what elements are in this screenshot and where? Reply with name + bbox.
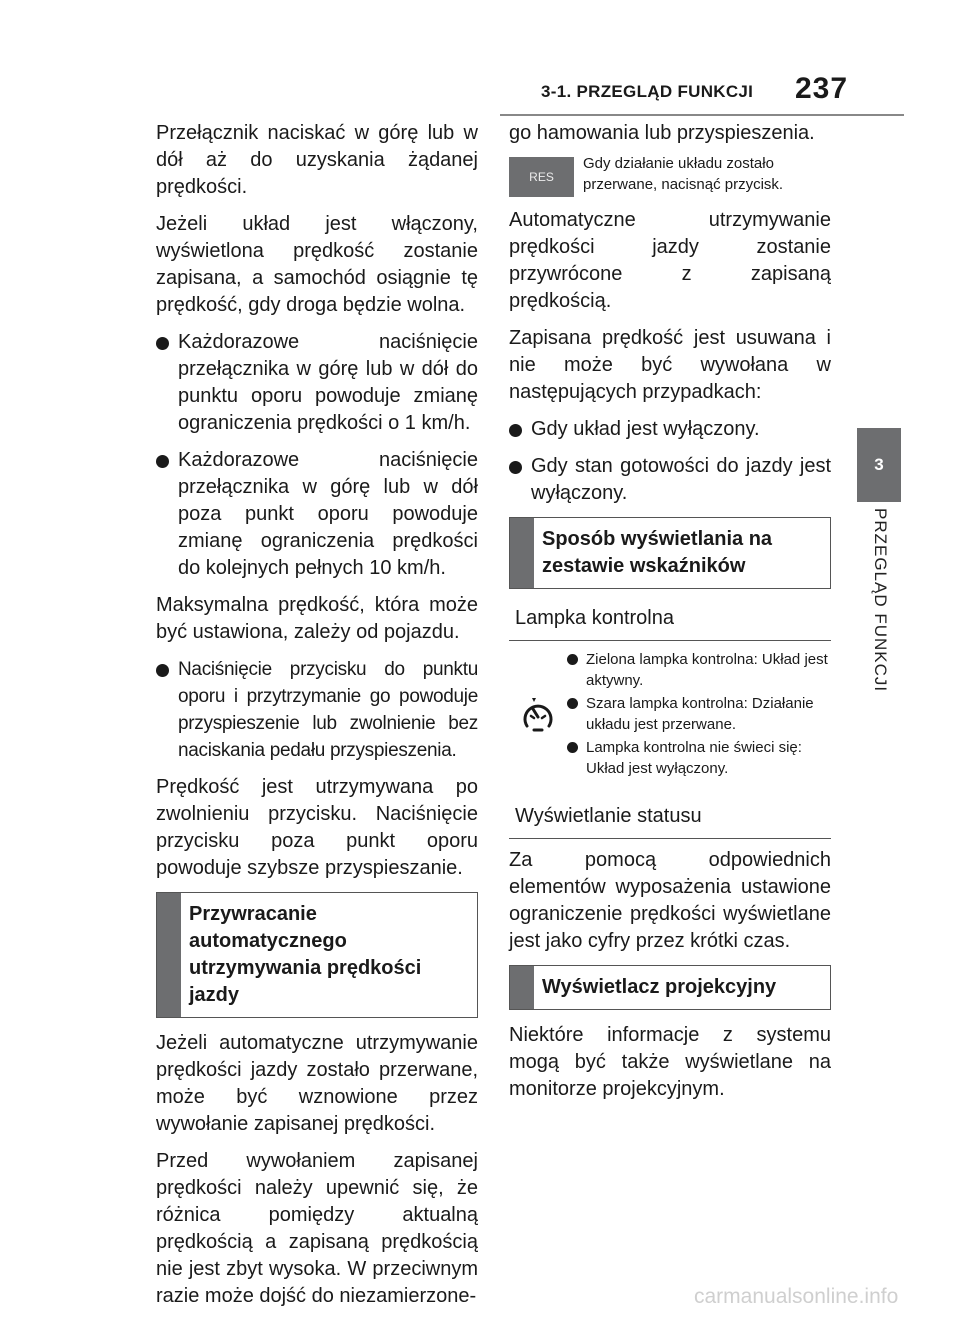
bullet-item: Każdorazowe naciśnięcie przełącznika w górę lub w dół do punktu oporu powoduje zmianę ograniczenia prędkości o 1 km/h. xyxy=(156,329,478,437)
section-heading: Wyświetlacz projekcyjny xyxy=(542,976,777,998)
page-number: 237 xyxy=(795,72,849,105)
paragraph: Automatyczne utrzymywanie prędkości jazdy zostanie przywrócone z zapisaną prędkością. xyxy=(509,209,831,312)
res-button-row xyxy=(509,157,831,197)
section-heading: Sposób wyświetlania na zestawie wskaźników xyxy=(542,528,773,577)
section-heading-bar xyxy=(157,893,181,1017)
bullet-item: Każdorazowe naciśnięcie przełącznika w górę lub w dół poza punkt oporu powoduje zmianę ograniczenia prędkości do kolejnych pełnych 10 km/h. xyxy=(156,447,478,582)
paragraph: Jeżeli automatyczne utrzymywanie prędkości jazdy zostało przerwane, może być wznowione przez wywołanie zapisanej prędkości. xyxy=(156,1032,478,1135)
paragraph: Maksymalna prędkość, która może być ustawiona, zależy od pojazdu. xyxy=(156,594,478,643)
section-heading-bar xyxy=(510,518,534,588)
res-button-description: Gdy działanie układu zostało przerwane, nacisnąć przycisk. xyxy=(583,155,784,193)
right-column xyxy=(509,120,831,1113)
lamp-state-list xyxy=(567,649,831,781)
subheading: Wyświetlanie statusu xyxy=(509,799,831,839)
lamp-state-item: Szara lampka kontrolna: Działanie układu jest przerwane. xyxy=(567,693,831,735)
watermark: carmanualsonline.info xyxy=(694,1285,899,1308)
lamp-state-item: Lampka kontrolna nie świeci się: Układ jest wyłączony. xyxy=(567,737,831,779)
section-heading-box xyxy=(156,892,478,1018)
left-column xyxy=(156,120,478,1320)
paragraph: Przełącznik naciskać w górę lub w dół aż do uzyskania żądanej prędkości. xyxy=(156,122,478,198)
section-heading-box xyxy=(509,965,831,1010)
res-button: RES xyxy=(509,157,574,197)
bullet-item: Naciśnięcie przycisku do punktu oporu i przytrzymanie go powoduje przyspieszenie lub zwolnienie bez naciskania pedału przyspieszenia. xyxy=(156,656,478,764)
paragraph: go hamowania lub przyspieszenia. xyxy=(509,122,815,144)
subheading: Lampka kontrolna xyxy=(509,601,831,641)
chapter-tab-label: PRZEGLĄD FUNKCJI xyxy=(871,508,890,693)
section-heading-box xyxy=(509,517,831,589)
section-heading: Przywracanie automatycznego utrzymywania prędkości jazdy xyxy=(189,903,422,1006)
bullet-item: Gdy układ jest wyłączony. xyxy=(509,416,831,443)
paragraph: Za pomocą odpowiednich elementów wyposażenia ustawione ograniczenie prędkości wyświetlane jest jako cyfry przez krótki czas. xyxy=(509,849,831,952)
chapter-tab: 3 xyxy=(857,428,901,502)
indicator-lamp-block xyxy=(509,649,831,781)
header-rule xyxy=(500,114,904,116)
section-heading-bar xyxy=(510,966,534,1009)
lamp-state-item: Zielona lampka kontrolna: Układ jest aktywny. xyxy=(567,649,831,691)
section-header: 3-1. PRZEGLĄD FUNKCJI xyxy=(541,82,754,101)
speed-limiter-gauge-icon xyxy=(509,649,567,781)
bullet-item: Gdy stan gotowości do jazdy jest wyłączony. xyxy=(509,453,831,507)
paragraph: Zapisana prędkość jest usuwana i nie może być wywołana w następujących przypadkach: xyxy=(509,327,831,403)
paragraph: Przed wywołaniem zapisanej prędkości należy upewnić się, że różnica pomiędzy aktualną prędkością a zapisaną prędkością nie jest zbyt wysoka. W przeciwnym razie może dojść do niezamierzone- xyxy=(156,1150,478,1307)
paragraph: Niektóre informacje z systemu mogą być także wyświetlane na monitorze projekcyjnym. xyxy=(509,1024,831,1100)
paragraph: Jeżeli układ jest włączony, wyświetlona prędkość zostanie zapisana, a samochód osiągnie tę prędkość, gdy droga będzie wolna. xyxy=(156,213,478,316)
paragraph: Prędkość jest utrzymywana po zwolnieniu przycisku. Naciśnięcie przycisku poza punkt oporu powoduje szybsze przyspieszanie. xyxy=(156,776,478,879)
